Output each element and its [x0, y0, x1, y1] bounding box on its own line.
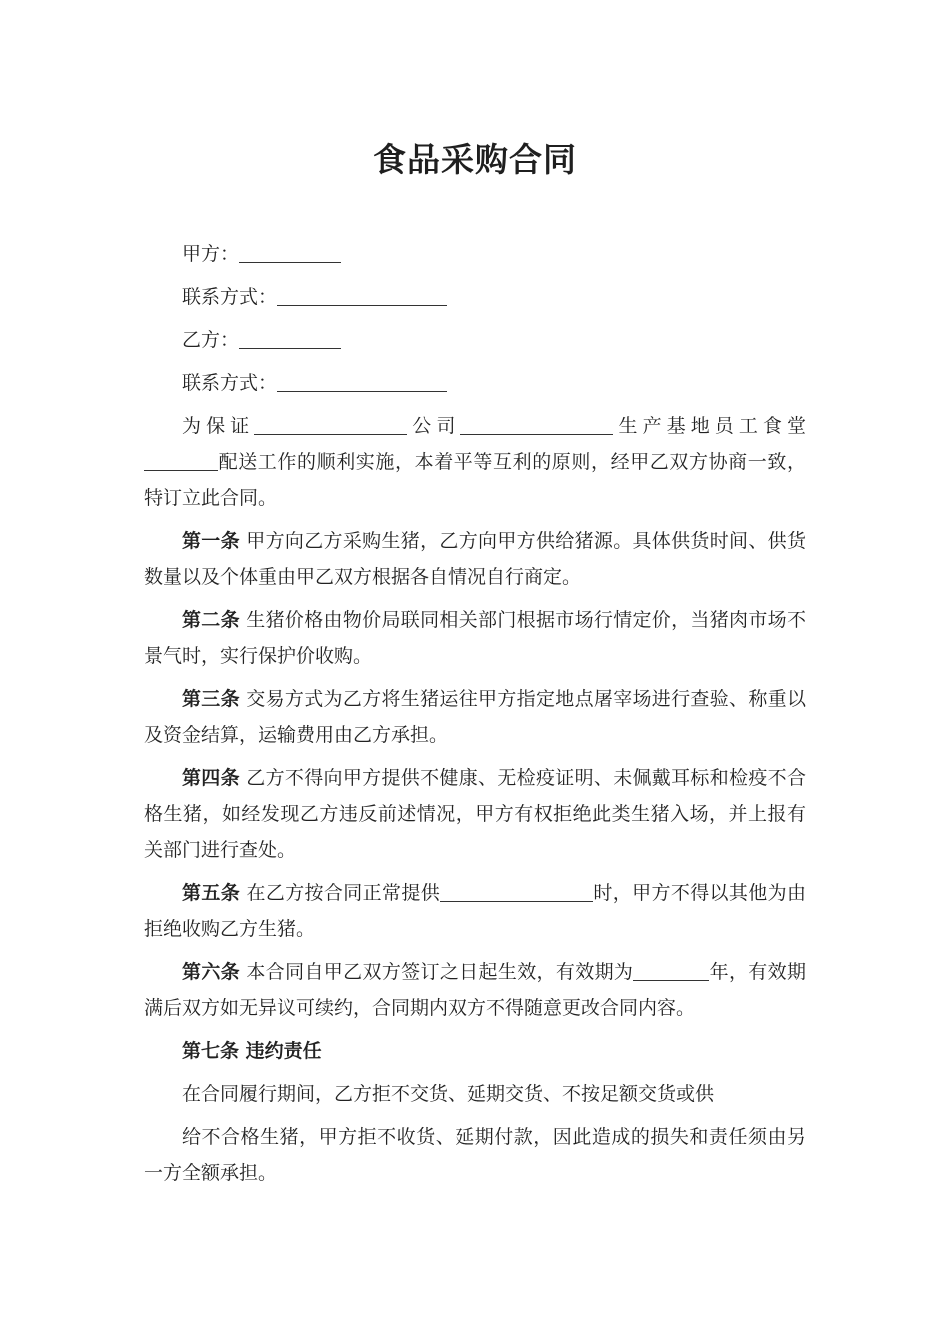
party-b-line	[144, 322, 806, 358]
preamble-text-2: 公司	[407, 415, 461, 437]
preamble-text-4: 配送工作的顺利实施，本着平等互利的原则，经甲乙双方协商一致，特订立此合同。	[144, 451, 806, 509]
party-b-label: 乙方：	[182, 329, 240, 351]
base-blank	[460, 414, 613, 435]
party-b-contact-blank	[277, 371, 447, 392]
article-5-heading: 第五条	[182, 882, 241, 904]
party-a-label: 甲方：	[182, 243, 240, 265]
preamble-text-1: 为保证	[182, 415, 255, 437]
article-7-heading: 第七条 违约责任	[182, 1040, 322, 1062]
article-4-heading: 第四条	[182, 767, 240, 789]
article-2	[144, 602, 806, 674]
document-body	[144, 236, 806, 1198]
liability-paragraph: 给不合格生猪，甲方拒不收货、延期付款，因此造成的损失和责任须由另一方全额承担。	[144, 1126, 806, 1184]
document-title: 食品采购合同	[373, 140, 577, 179]
article-1-heading: 第一条	[182, 530, 240, 552]
article-2-heading: 第二条	[182, 609, 240, 631]
article-5	[144, 875, 806, 947]
article-6-heading: 第六条	[182, 961, 241, 983]
article-6-text-after: 年，有效期满后双方如无异议可续约，合同期内双方不得随意更改合同内容。	[144, 961, 806, 1019]
article-6-text-before: 本合同自甲乙双方签订之日起生效，有效期为	[246, 961, 634, 983]
party-b-contact-label: 联系方式：	[182, 372, 278, 394]
article-5-text-after: 时，甲方不得以其他为由拒绝收购乙方生猪。	[144, 882, 806, 940]
article-6	[144, 954, 806, 1026]
article-3	[144, 681, 806, 753]
article-4-text: 乙方不得向甲方提供不健康、无检疫证明、未佩戴耳标和检疫不合格生猪，如经发现乙方违反前述情况，甲方有权拒绝此类生猪入场，并上报有关部门进行查处。	[144, 767, 806, 861]
article-5-blank	[440, 881, 593, 902]
article-1-text: 甲方向乙方采购生猪，乙方向甲方供给猪源。具体供货时间、供货数量以及个体重由甲乙双方根据各自情况自行商定。	[144, 530, 806, 588]
party-b-contact-line	[144, 365, 806, 401]
liability-line-1: 在合同履行期间，乙方拒不交货、延期交货、不按足额交货或供	[182, 1083, 715, 1105]
party-a-contact-blank	[277, 285, 447, 306]
article-1	[144, 523, 806, 595]
article-3-heading: 第三条	[182, 688, 240, 710]
party-b-blank	[239, 328, 341, 349]
article-2-text: 生猪价格由物价局联同相关部门根据市场行情定价，当猪肉市场不景气时，实行保护价收购。	[144, 609, 806, 667]
canteen-blank	[144, 450, 218, 471]
party-a-contact-line	[144, 279, 806, 315]
party-a-line	[144, 236, 806, 272]
preamble-text-3: 生产基地员工食堂	[613, 415, 806, 437]
preamble-paragraph	[144, 408, 806, 516]
article-4	[144, 760, 806, 868]
article-3-text: 交易方式为乙方将生猪运往甲方指定地点屠宰场进行查验、称重以及资金结算，运输费用由乙方承担。	[144, 688, 806, 746]
company-blank	[254, 414, 407, 435]
party-a-blank	[239, 242, 341, 263]
party-a-contact-label: 联系方式：	[182, 286, 278, 308]
article-6-years-blank	[633, 960, 709, 981]
article-5-text-before: 在乙方按合同正常提供	[246, 882, 441, 904]
